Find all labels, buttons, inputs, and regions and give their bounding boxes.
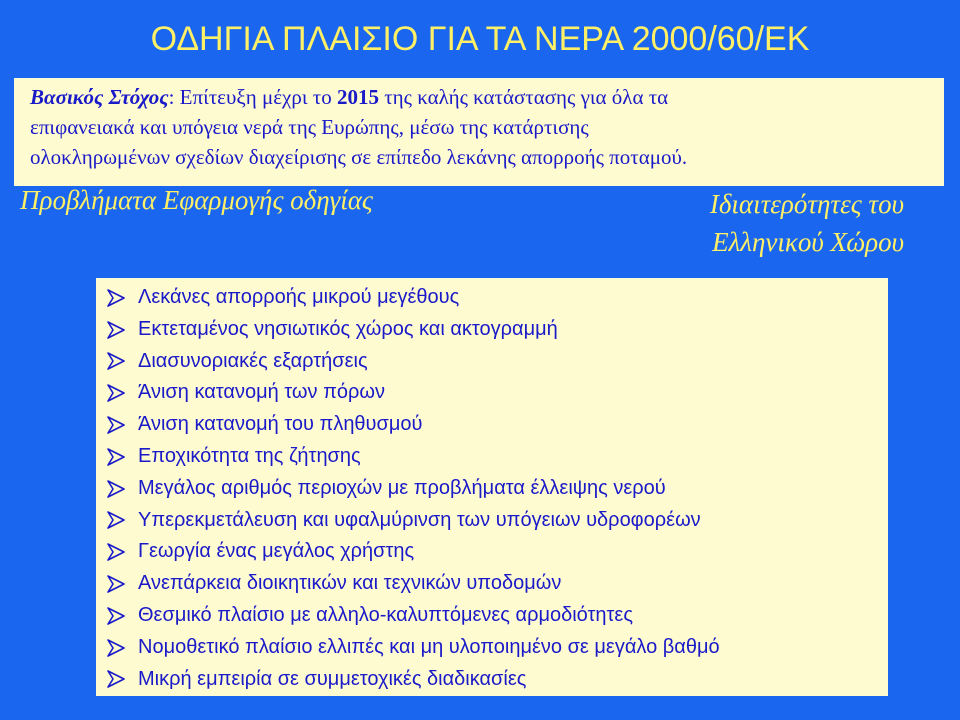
list-item-text: Άνιση κατανομή των πόρων	[138, 381, 385, 404]
list-item	[106, 473, 720, 505]
list-item-text: Ανεπάρκεια διοικητικών και τεχνικών υποδομών	[138, 572, 562, 595]
list-item-text: Υπερεκμετάλευση και υφαλμύρινση των υπόγειων υδροφορέων	[138, 508, 701, 531]
list-item	[106, 377, 720, 409]
list-item	[106, 536, 720, 568]
slide-title: ΟΔΗΓΙΑ ΠΛΑΙΣΙΟ ΓΙΑ ΤΑ ΝΕΡΑ 2000/60/ΕΚ	[150, 20, 810, 58]
arrowhead-bullet-icon	[106, 416, 126, 434]
list-item-text: Εκτεταμένος νησιωτικός χώρος και ακτογραμμή	[138, 317, 558, 340]
list-item	[106, 568, 720, 600]
goal-text	[30, 82, 910, 172]
greek-heading-line-1: Ιδιαιτερότητες του	[709, 189, 904, 219]
arrowhead-bullet-icon	[106, 480, 126, 498]
arrowhead-bullet-icon	[106, 543, 126, 561]
arrowhead-bullet-icon	[106, 607, 126, 625]
arrowhead-bullet-icon	[106, 670, 126, 688]
goal-label: Βασικός Στόχος	[30, 85, 169, 109]
arrowhead-bullet-icon	[106, 575, 126, 593]
list-item	[106, 505, 720, 537]
arrowhead-bullet-icon	[106, 384, 126, 402]
arrowhead-bullet-icon	[106, 639, 126, 657]
list-item-text: Γεωργία ένας μεγάλος χρήστης	[138, 540, 415, 563]
list-item-text: Μεγάλος αριθμός περιοχών με προβλήματα έλλειψης νερού	[138, 476, 666, 499]
arrowhead-bullet-icon	[106, 352, 126, 370]
goal-text-before-year: : Επίτευξη μέχρι το	[168, 85, 337, 109]
list-item-text: Εποχικότητα της ζήτησης	[138, 444, 361, 467]
list-item-text: Λεκάνες απορροής μικρού μεγέθους	[138, 286, 460, 308]
arrowhead-bullet-icon	[106, 448, 126, 466]
list-item	[106, 664, 720, 696]
list-item	[106, 409, 720, 441]
problems-list	[106, 282, 720, 695]
list-item-text: Θεσμικό πλαίσιο με αλληλο-καλυπτόμενες αρμοδιότητες	[138, 603, 633, 626]
goal-line-3: ολοκληρωμένων σχεδίων διαχείρισης σε επίπεδο λεκάνης απορροής ποταμού.	[30, 145, 688, 169]
list-item-text: Άνιση κατανομή του πληθυσμού	[138, 413, 423, 436]
list-item-text: Διασυνοριακές εξαρτήσεις	[138, 349, 368, 372]
list-item-text: Νομοθετικό πλαίσιο ελλιπές και μη υλοποιημένο σε μεγάλο βαθμό	[138, 635, 720, 658]
arrowhead-bullet-icon	[106, 511, 126, 529]
list-item	[106, 314, 720, 346]
greek-specifics-heading	[710, 185, 904, 261]
goal-line-2: επιφανειακά και υπόγεια νερά της Ευρώπης, μέσω της κατάρτισης	[30, 115, 589, 139]
list-item	[106, 600, 720, 632]
list-item-text: Μικρή εμπειρία σε συμμετοχικές διαδικασίες	[138, 667, 527, 690]
list-item	[106, 282, 720, 314]
list-item	[106, 632, 720, 664]
arrowhead-bullet-icon	[106, 321, 126, 339]
goal-text-line1-rest: της καλής κατάστασης για όλα τα	[378, 85, 669, 109]
arrowhead-bullet-icon	[106, 289, 126, 307]
list-item	[106, 441, 720, 473]
goal-year: 2015	[336, 85, 379, 109]
greek-heading-line-2: Ελληνικού Χώρου	[712, 227, 904, 257]
problems-heading: Προβλήματα Εφαρμογής οδηγίας	[20, 185, 373, 215]
list-item	[106, 346, 720, 378]
